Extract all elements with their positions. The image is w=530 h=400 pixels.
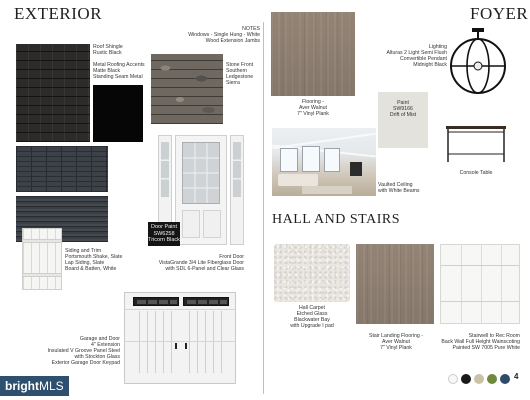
- shake-siding-swatch: [16, 146, 108, 192]
- foyer-paint-label: [378, 92, 428, 118]
- door-paint-line-2: SW6258: [153, 230, 175, 237]
- watermark-badge: [0, 376, 69, 396]
- roof-label-line-2: Rustic Black: [93, 50, 122, 56]
- stone-swatch: [151, 54, 223, 124]
- front-door-label: [150, 254, 244, 272]
- siding-line-3: Lap Siding, Slate: [65, 260, 105, 266]
- exterior-heading: EXTERIOR: [14, 4, 103, 23]
- roof-label-line-1: Roof Shingle: [93, 44, 123, 50]
- garage-line-2: 4" Extension: [91, 342, 120, 348]
- foyer-paint-line-3: Drift of Mist: [389, 112, 417, 118]
- garage-line-5: Exterior Garage Door Keypad: [51, 360, 120, 366]
- lighting-label: [375, 44, 447, 68]
- hall-carpet-line-4: with Upgrade I pad: [290, 323, 334, 329]
- hall-carpet-line-3: Blackwater Bay: [294, 317, 330, 323]
- front-door-line-1: Front Door: [219, 254, 244, 260]
- front-door-line-2: VistaGrande 3/4 Lite Fiberglass Door: [158, 260, 244, 266]
- door-paint-line-1: Door Paint: [151, 224, 177, 230]
- console-table-label: Console Table: [459, 170, 493, 176]
- stone-label: [226, 62, 264, 86]
- hall-and-stairs-heading: HALL AND STAIRS: [272, 212, 400, 227]
- door-paint-line-3: Tricorn Black: [148, 237, 180, 243]
- foyer-flooring-line-3: 7" Vinyl Plank: [297, 111, 329, 117]
- stone-line-1: Stone Front: [226, 62, 254, 68]
- ceiling-line-2: with White Beams: [378, 188, 420, 194]
- board-batten-swatch: [22, 228, 62, 290]
- garage-line-3: Insulated V Groove Panel Steel: [47, 348, 120, 354]
- lighting-line-4: Midnight Black: [413, 62, 447, 68]
- lighting-line-1: Lighting: [428, 44, 447, 50]
- foyer-paint-chip: [378, 92, 428, 148]
- foyer-paint-line-1: Paint: [397, 100, 409, 106]
- notes-line-1: Windows - Single Hung - White: [188, 32, 260, 38]
- garage-line-1: Garage and Door: [79, 336, 120, 342]
- garage-window-right: [183, 297, 229, 306]
- garage-handle-right: [185, 343, 187, 349]
- stair-flooring-swatch: [356, 244, 434, 324]
- palette-dot-1: [448, 374, 458, 384]
- vaulted-ceiling-label: [378, 182, 438, 194]
- hall-carpet-swatch: [274, 244, 350, 302]
- metal-roofing-line-1: Metal Roofing Accents: [93, 62, 145, 68]
- foyer-heading: FOYER: [470, 4, 529, 23]
- ceiling-line-1: Vaulted Ceiling: [378, 182, 413, 188]
- foyer-flooring-label: [271, 99, 355, 117]
- stone-line-2: Southern: [226, 68, 248, 74]
- stone-line-3: Ledgestone: [226, 74, 254, 80]
- garage-handle-left: [175, 343, 177, 349]
- stairwell-line-2: Back Wall Full Height Wainscoting: [441, 339, 520, 345]
- stairwell-line-3: Painted SW 7005 Pure White: [452, 345, 520, 351]
- hall-carpet-line-1: Hall Carpet: [299, 305, 325, 311]
- page-number: 4: [514, 372, 519, 381]
- stair-flooring-line-2: Aver Walnut: [382, 339, 410, 345]
- garage-label: [28, 336, 120, 366]
- lighting-line-3: Convertible Pendant: [399, 56, 447, 62]
- palette-dot-5: [500, 374, 510, 384]
- foyer-flooring-line-1: Flooring -: [302, 99, 324, 105]
- siding-label: [65, 248, 135, 272]
- garage-window-left: [133, 297, 179, 306]
- front-door-line-3: with SDL 6-Panel and Clear Glass: [165, 266, 244, 272]
- siding-line-1: Siding and Trim: [65, 248, 102, 254]
- stair-flooring-line-1: Stair Landing Flooring -: [369, 333, 423, 339]
- stairwell-line-1: Stairwell to Rec Room: [468, 333, 520, 339]
- console-table-image: [444, 124, 508, 164]
- garage-door-swatch: [124, 292, 236, 384]
- stair-flooring-line-3: 7" Vinyl Plank: [380, 345, 412, 351]
- metal-roofing-line-3: Standing Seam Metal: [93, 74, 143, 80]
- door-paint-chip: [148, 222, 180, 246]
- watermark-mls: MLS: [39, 379, 64, 393]
- foyer-paint-line-2: SW9166: [393, 106, 413, 112]
- siding-line-4: Board & Batten, White: [65, 266, 117, 272]
- watermark-brand: bright: [5, 379, 39, 393]
- garage-line-4: with Stockton Glass: [74, 354, 120, 360]
- roof-shingle-swatch: [16, 44, 90, 142]
- right-sidelite: [230, 135, 244, 245]
- hall-carpet-line-2: Etched Glass: [296, 311, 328, 317]
- roof-shingle-label: [93, 44, 153, 56]
- vaulted-ceiling-photo: [272, 128, 376, 196]
- front-door-swatch: [175, 135, 227, 245]
- wainscoting-swatch: [440, 244, 520, 324]
- notes-block: [180, 26, 260, 44]
- lighting-line-2: Alturas 2 Light Semi Flush: [386, 50, 447, 56]
- hall-carpet-label: [266, 305, 358, 329]
- stairwell-label: [424, 333, 520, 351]
- stone-line-4: Sierra: [226, 80, 240, 86]
- notes-title: NOTES: [242, 26, 260, 32]
- palette-dot-4: [487, 374, 497, 384]
- palette-dot-3: [474, 374, 484, 384]
- metal-roofing-swatch: [93, 85, 143, 142]
- palette-dot-2: [461, 374, 471, 384]
- foyer-flooring-swatch: [271, 12, 355, 96]
- pendant-light-image: [448, 28, 508, 98]
- notes-line-2: Wood Extension Jambs: [205, 38, 260, 44]
- siding-line-2: Portsmouth Shake, Slate: [65, 254, 123, 260]
- metal-roofing-line-2: Matte Black: [93, 68, 121, 74]
- foyer-flooring-line-2: Aver Walnut: [299, 105, 327, 111]
- metal-roofing-label: [93, 62, 153, 80]
